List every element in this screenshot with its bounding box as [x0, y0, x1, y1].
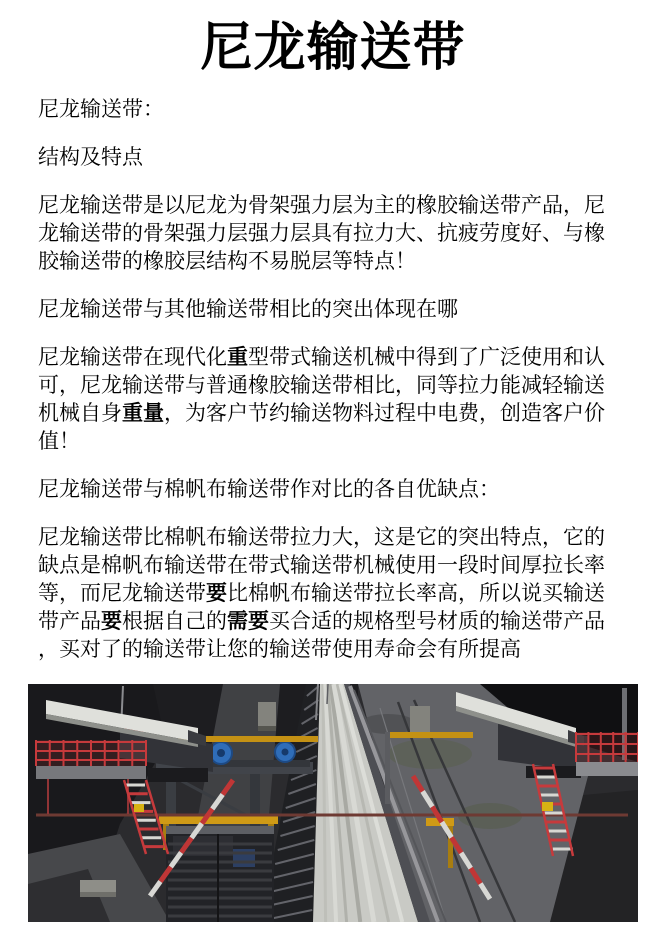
conveyor-scene	[28, 684, 638, 922]
warning-sign	[542, 802, 553, 811]
bold-keyword: 要	[206, 582, 227, 606]
right-platform-railing	[576, 732, 638, 776]
text-segment: 比棉帆布输送带拉长率高，所以说买输送带产品	[38, 582, 605, 634]
text-segment: 尼龙输送带与棉帆布输送带作对比的各自优缺点：	[38, 478, 500, 502]
article-body	[0, 96, 666, 664]
paragraph	[38, 96, 613, 124]
text-segment: 尼龙输送带是以尼龙为骨架强力层为主的橡胶输送带产品，尼龙输送带的骨架强力层强力层具有拉力大、抗疲劳度好、与橡胶输送带的橡胶层结构不易脱层等特点！	[38, 194, 605, 274]
text-segment: 根据自己的	[122, 610, 227, 634]
bold-keyword: 重量	[122, 402, 164, 426]
text-segment: 型带式输送机械中得到了广泛使用和认可，尼龙输送带与普通橡胶输送带相比，同等拉力能减轻输送机械自身	[38, 346, 605, 426]
paragraph	[38, 344, 613, 456]
text-segment: 尼龙输送带：	[38, 98, 164, 122]
text-segment: 尼龙输送带比棉帆布输送带拉力大，这是它的突出特点，它的缺点是棉帆布输送带在带式输送带机械使用一段时间厚拉长率等，而尼龙输送带	[38, 526, 605, 606]
warning-sign	[134, 804, 144, 812]
paragraph	[38, 296, 613, 324]
hopper-machine	[166, 826, 274, 922]
coal-yard-conveyor-belts-photo	[28, 684, 638, 922]
text-segment: 买合适的规格型号材质的输送带产品，买对了的输送带让您的输送带使用寿命会有所提高	[38, 610, 605, 662]
text-segment: 尼龙输送带在现代化	[38, 346, 227, 370]
text-segment: 尼龙输送带与其他输送带相比的突出体现在哪	[38, 298, 458, 322]
page-title: 尼龙输送带	[200, 19, 466, 77]
paragraph	[38, 476, 613, 504]
bold-keyword: 重	[227, 346, 248, 370]
text-segment: 结构及特点	[38, 146, 143, 170]
paragraph	[38, 144, 613, 172]
text-segment: ，为客户节约输送物料过程中电费，创造客户价值！	[38, 402, 605, 454]
paragraph	[38, 524, 613, 664]
paragraph	[38, 192, 613, 276]
bold-keyword: 要	[101, 610, 122, 634]
bold-keyword: 需要	[227, 610, 269, 634]
